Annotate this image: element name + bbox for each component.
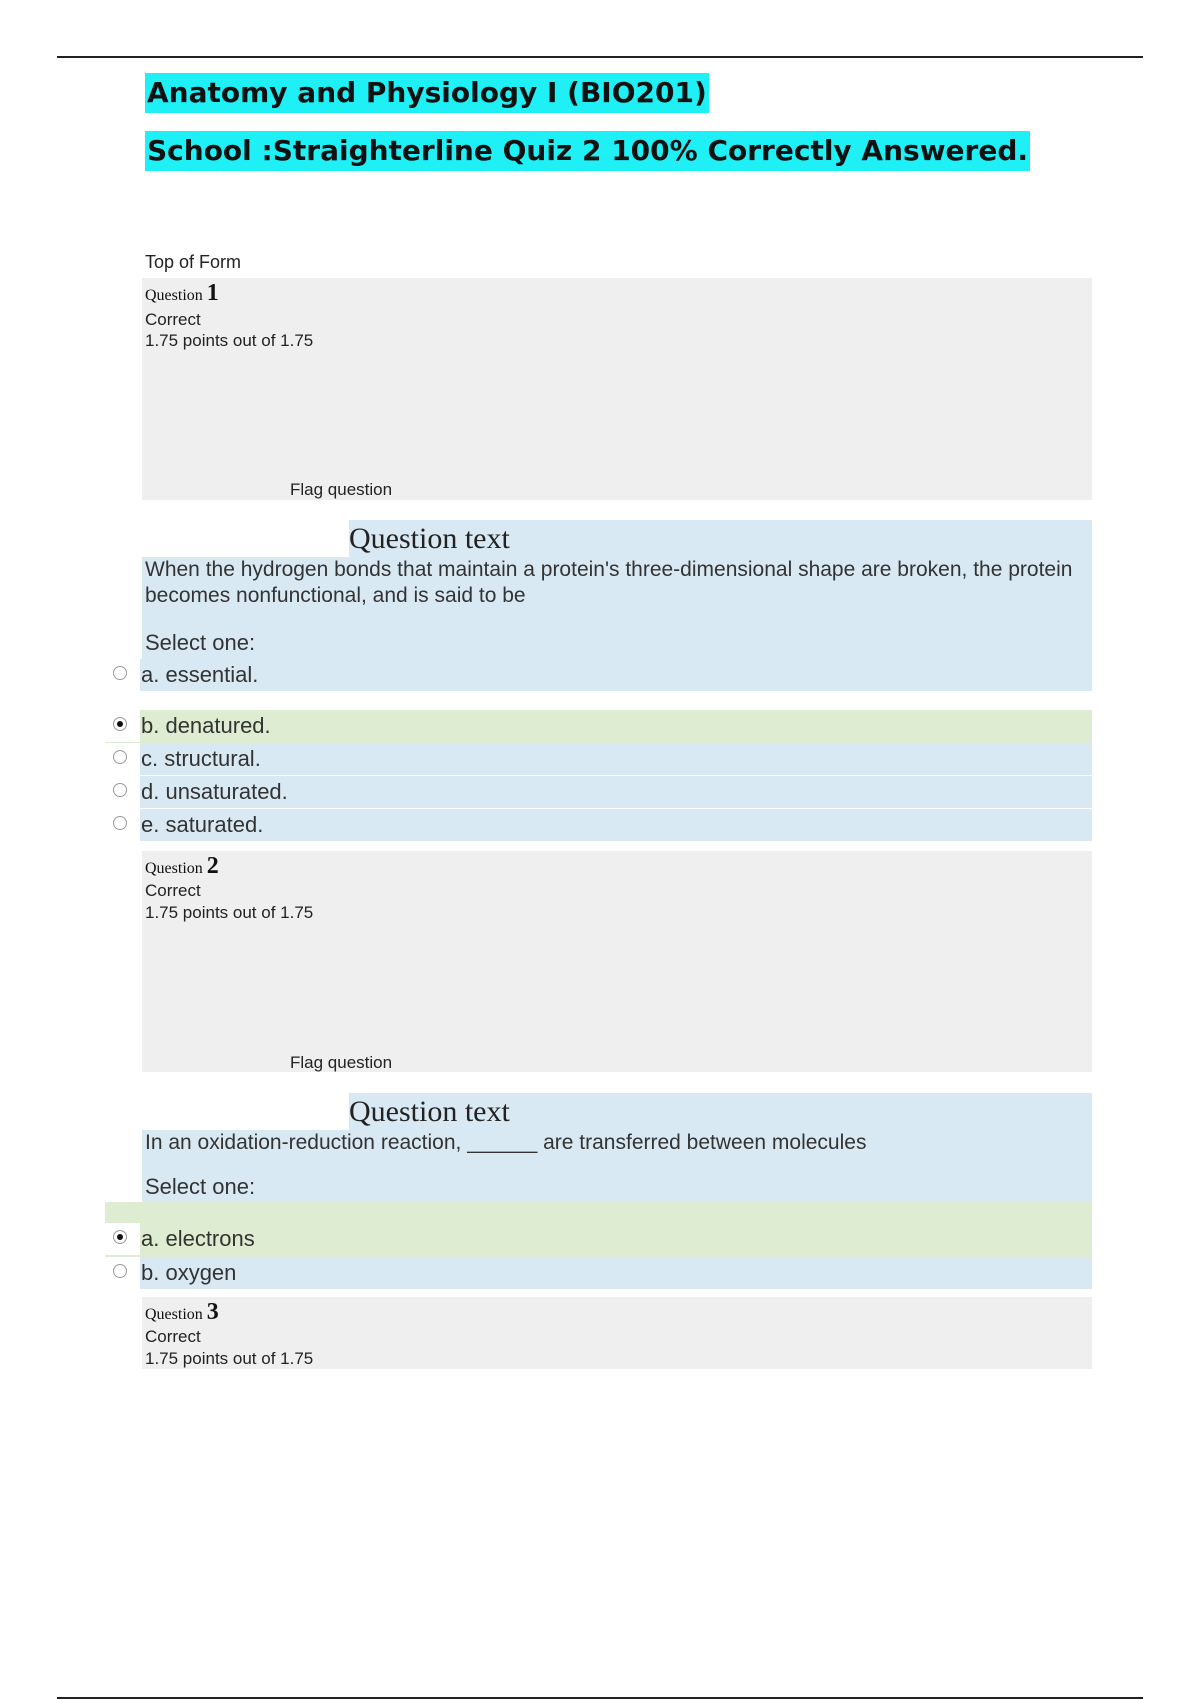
- question-number: 2: [206, 853, 219, 879]
- radio-cell: [105, 1257, 140, 1289]
- top-rule: [57, 56, 1143, 58]
- option-label: e. saturated.: [141, 812, 264, 837]
- option-label: b. denatured.: [141, 713, 271, 738]
- question-2-heading: [145, 853, 219, 880]
- question-3-points: 1.75 points out of 1.75: [145, 1349, 314, 1368]
- question-1-points: 1.75 points out of 1.75: [145, 331, 314, 350]
- question-label: Question: [145, 287, 203, 304]
- radio-unchecked-icon[interactable]: [113, 816, 127, 830]
- question-1-option-b[interactable]: [105, 710, 1092, 743]
- radio-cell: [105, 776, 140, 808]
- radio-unchecked-icon[interactable]: [113, 1264, 127, 1278]
- radio-unchecked-icon[interactable]: [113, 750, 127, 764]
- question-2-points: 1.75 points out of 1.75: [145, 903, 314, 922]
- question-1-option-a[interactable]: [105, 659, 1092, 691]
- question-2-text: In an oxidation-reduction reaction, ______ are transferred between molecules: [145, 1131, 867, 1154]
- option-label: d. unsaturated.: [141, 779, 288, 804]
- question-2-option-a[interactable]: [105, 1202, 1092, 1257]
- option-label: a. electrons: [141, 1226, 255, 1251]
- question-1-option-e[interactable]: [105, 809, 1092, 841]
- question-2-status: Correct: [145, 881, 201, 900]
- top-of-form-label: Top of Form: [145, 252, 242, 272]
- question-2-option-b[interactable]: [105, 1257, 1092, 1289]
- radio-checked-icon[interactable]: [113, 717, 127, 731]
- question-number: 1: [206, 280, 219, 306]
- bottom-rule: [57, 1697, 1143, 1699]
- question-1-flag-link[interactable]: Flag question: [290, 480, 393, 499]
- document-title: Anatomy and Physiology I (BIO201): [145, 73, 709, 113]
- question-1-text-heading: Question text: [349, 520, 1092, 557]
- radio-cell: [105, 710, 140, 742]
- question-1-heading: [145, 280, 219, 307]
- question-2-select-label: Select one:: [145, 1174, 256, 1199]
- radio-cell: [105, 1223, 140, 1255]
- question-2-info: [142, 851, 1092, 1072]
- question-number: 3: [206, 1299, 219, 1325]
- question-3-info: [142, 1297, 1092, 1369]
- question-1-status: Correct: [145, 310, 201, 329]
- option-label: b. oxygen: [141, 1260, 237, 1285]
- radio-checked-icon[interactable]: [113, 1230, 127, 1244]
- question-3-heading: [145, 1299, 219, 1326]
- question-label: Question: [145, 1306, 203, 1323]
- question-2-flag-link[interactable]: Flag question: [290, 1053, 393, 1072]
- radio-cell: [105, 809, 140, 841]
- document-subtitle: School :Straighterline Quiz 2 100% Correctly Answered.: [145, 131, 1030, 171]
- question-1-select-label: Select one:: [145, 630, 256, 655]
- question-1-option-c[interactable]: [105, 743, 1092, 775]
- question-1-option-d[interactable]: [105, 776, 1092, 808]
- question-2-text-block: [142, 1130, 1092, 1202]
- question-label: Question: [145, 860, 203, 877]
- question-1-text: When the hydrogen bonds that maintain a protein's three-dimensional shape are broken, the protein becomes nonfunctional, and is said to be: [145, 558, 1073, 607]
- radio-cell: [105, 743, 140, 775]
- question-2-text-heading: Question text: [349, 1093, 1092, 1130]
- question-3-status: Correct: [145, 1327, 201, 1346]
- radio-cell: [105, 659, 140, 691]
- radio-unchecked-icon[interactable]: [113, 666, 127, 680]
- question-1-info: [142, 278, 1092, 500]
- option-label: c. structural.: [141, 746, 261, 771]
- radio-unchecked-icon[interactable]: [113, 783, 127, 797]
- option-label: a. essential.: [141, 662, 259, 687]
